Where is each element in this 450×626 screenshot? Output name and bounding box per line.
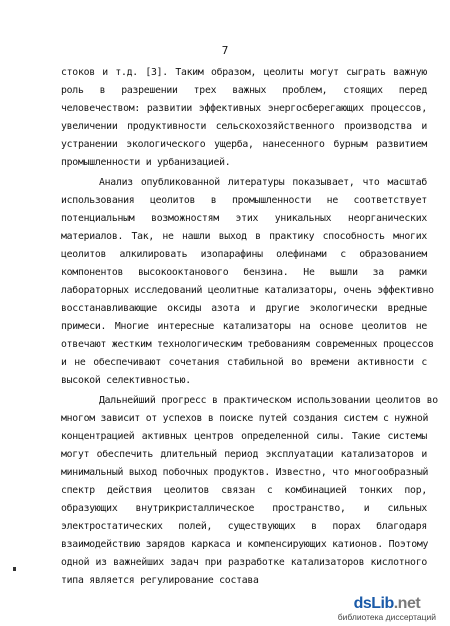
text-line: взаимодействию зарядов каркаса и компенсирующих катионов. Поэтому [61,539,429,550]
text-line: Дальнейший прогресс в практическом использовании цеолитов во [99,395,438,406]
body-text [61,66,438,626]
text-line: потенциальным возможностям этих уникальных неорганических [61,213,427,224]
text-line: роль в разрешении трех важных проблем, стоящих перед [61,85,427,96]
text-line: устранении экологического ущерба, нанесенного бурным развитием [61,139,427,150]
text-line: многом зависит от успехов в поиске путей создания систем с нужной [61,413,429,424]
text-line: цеолитов алкилировать изопарафины олефинами с образованием [61,249,427,260]
text-line: Анализ опубликованной литературы показывает, что масштаб [99,177,427,188]
text-line: отвечают жестким технологическим требованиям современных процессов [61,339,434,350]
text-line: материалов. Так, не нашли выход в практику способность многих [61,231,427,242]
text-line: одной из важнейших задач при разработке катализаторов кислотного [61,557,427,568]
text-line: лабораторных исследований цеолитные катализаторы, очень эффективно [61,285,434,296]
text-line: восстанавливающие оксиды азота и другие экологически вредные [61,303,427,314]
text-line: образующих внутрикристаллическое пространство, и сильных [61,503,427,514]
text-line: стоков и т.д. [3]. Таким образом, цеолиты могут сыграть важную [61,67,427,78]
text-line: компонентов высокооктанового бензина. Не вышли за рамки [61,267,427,278]
text-line: увеличении продуктивности сельскохозяйственного производства и [61,121,427,132]
text-line: концентрацией активных центров определенной силы. Такие системы [61,431,427,442]
dslib-logo[interactable] [334,594,440,624]
text-line: могут обеспечить длительный период эксплуатации катализаторов и [61,449,427,460]
text-line: и не обеспечивают сочетания стабильной во времени активности с [61,357,427,368]
dslib-logo-subtitle: библиотека диссертаций [337,612,436,623]
text-line: спектр действия цеолитов связан с комбинацией тонких пор, [61,485,427,496]
dslib-logo-tld: .net [393,595,421,613]
text-line: типа является регулирование состава [61,575,259,586]
scan-artifact [13,567,16,571]
text-line: электростатических полей, существующих в порах благодаря [61,521,427,532]
watermark[interactable] [274,594,444,624]
dslib-logo-wordmark [354,596,421,612]
text-line: примеси. Многие интересные катализаторы на основе цеолитов не [61,321,427,332]
page-number: 7 [221,44,229,57]
text-line: использования цеолитов в промышленности не соответствует [61,195,427,206]
text-line: человечеством: развитии эффективных энергосберегающих процессов, [61,103,427,114]
text-line: промышленности и урбанизацией. [61,157,231,168]
dslib-logo-text: dsLib [353,595,394,613]
text-line: минимальный выход побочных продуктов. Известно, что многообразный [61,467,429,478]
text-line: высокой селективностью. [61,375,191,386]
